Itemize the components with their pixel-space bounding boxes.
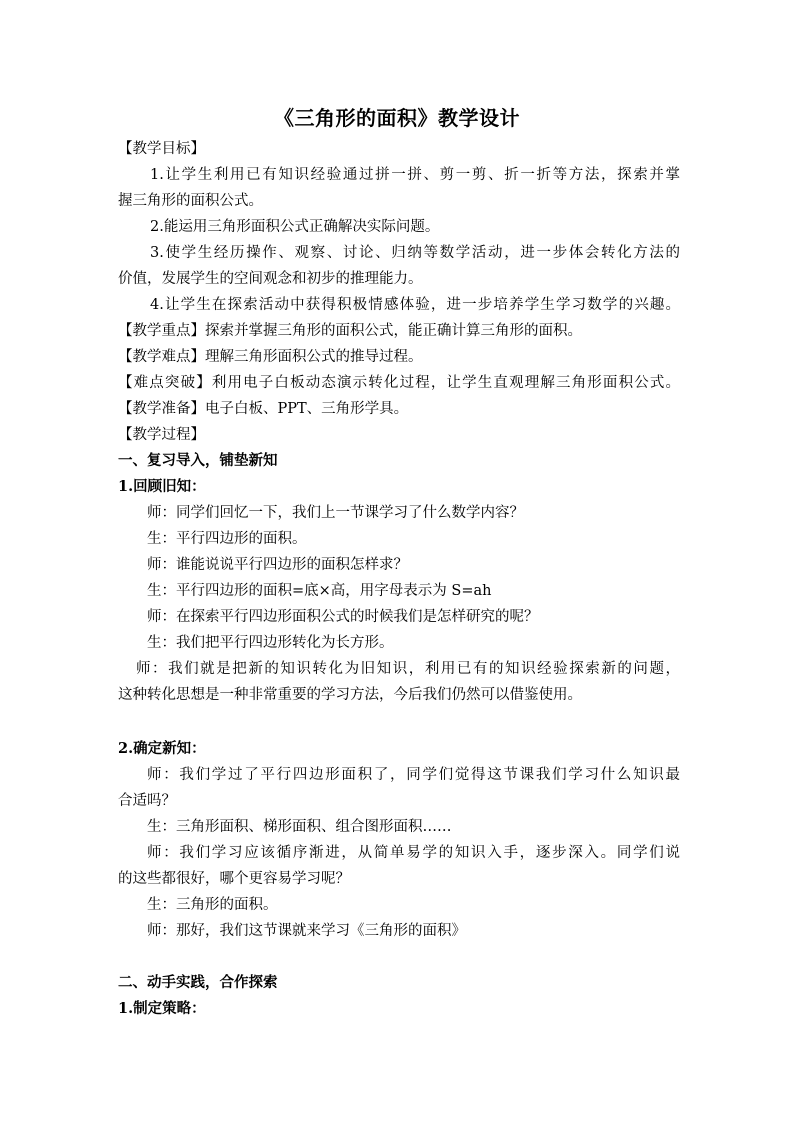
section-1-sub-1: 1.回顾旧知： <box>118 478 206 495</box>
question-1-line-1: 师：我们学过了平行四边形面积了，同学们觉得这节课我们学习什么知识最 <box>147 767 680 783</box>
preparation: 【教学准备】电子白板、PPT、三角形学具。 <box>118 401 409 417</box>
answer-1: 生：三角形面积、梯形面积、组合图形面积…… <box>147 819 452 835</box>
dialogue-line: 生：平行四边形的面积。 <box>147 531 307 547</box>
dialogue-line: 生：我们把平行四边形转化为长方形。 <box>147 635 394 651</box>
difficulty: 【教学难点】理解三角形面积公式的推导过程。 <box>118 349 423 365</box>
section-1-sub-2: 2.确定新知： <box>118 740 206 757</box>
question-3: 师：那好，我们这节课就来学习《三角形的面积》 <box>147 923 466 939</box>
section-1-heading: 一、复习导入，铺垫新知 <box>118 452 278 469</box>
dialogue-line: 师：同学们回忆一下，我们上一节课学习了什么数学内容？ <box>147 505 524 521</box>
section-2-sub-1: 1.制定策略： <box>118 1000 206 1017</box>
objective-2: 2.能运用三角形面积公式正确解决实际问题。 <box>150 219 440 235</box>
objective-1-line-2: 握三角形的面积公式。 <box>118 193 263 209</box>
dialogue-line: 师：谁能说说平行四边形的面积怎样求？ <box>147 557 408 573</box>
dialogue-line: 生：平行四边形的面积=底×高，用字母表示为 S=ah <box>147 583 492 599</box>
process-heading: 【教学过程】 <box>118 427 205 443</box>
section-2-heading: 二、动手实践，合作探索 <box>118 974 278 991</box>
summary-line-2: 这种转化思想是一种非常重要的学习方法，今后我们仍然可以借鉴使用。 <box>118 687 582 703</box>
question-2-line-2: 的这些都很好，哪个更容易学习呢？ <box>118 871 350 887</box>
dialogue-line: 师：在探索平行四边形面积公式的时候我们是怎样研究的呢？ <box>147 609 539 625</box>
objective-3-line-1: 3.使学生经历操作、观察、讨论、归纳等数学活动，进一步体会转化方法的 <box>150 245 680 261</box>
objective-3-line-2: 价值，发展学生的空间观念和初步的推理能力。 <box>118 271 423 287</box>
breakthrough: 【难点突破】利用电子白板动态演示转化过程，让学生直观理解三角形面积公式。 <box>118 375 680 391</box>
objectives-heading: 【教学目标】 <box>118 141 205 157</box>
summary-line-1: 师：我们就是把新的知识转化为旧知识，利用已有的知识经验探索新的问题， <box>136 661 680 677</box>
question-1-line-2: 合适吗？ <box>118 793 176 809</box>
objective-1-line-1: 1.让学生利用已有知识经验通过拼一拼、剪一剪、折一折等方法，探索并掌 <box>150 167 680 183</box>
document-title: 《三角形的面积》教学设计 <box>274 106 520 130</box>
key-point: 【教学重点】探索并掌握三角形的面积公式，能正确计算三角形的面积。 <box>118 323 582 339</box>
question-2-line-1: 师：我们学习应该循序渐进，从简单易学的知识入手，逐步深入。同学们说 <box>147 845 680 861</box>
answer-2: 生：三角形的面积。 <box>147 897 278 913</box>
objective-4: 4.让学生在探索活动中获得积极情感体验，进一步培养学生学习数学的兴趣。 <box>150 297 680 313</box>
